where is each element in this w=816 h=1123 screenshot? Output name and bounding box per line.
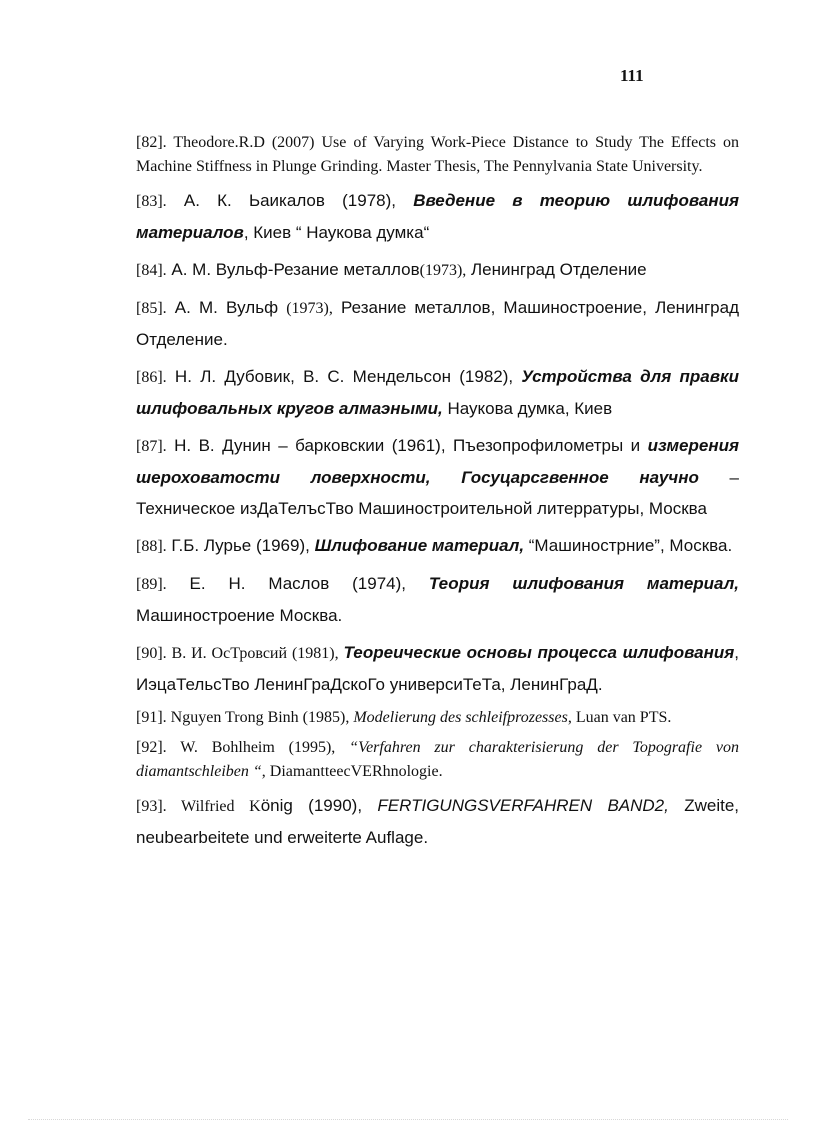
reference-title: Введение в теорию шлифования материалов xyxy=(136,191,739,242)
reference-number: [83]. xyxy=(136,193,167,210)
reference-title: Modelierung des schleifprozesses xyxy=(353,709,568,726)
reference-88: [88]. Г.Б. Лурье (1969), Шлифование материал, “Машиностpние”, Москва. xyxy=(136,536,733,555)
reference-title: Шлифование материал, xyxy=(314,536,525,555)
reference-83: [83]. А. К. Ьаикалов (1978), Введение в теорию шлифования материалов, Киев “ Наукова думка“ xyxy=(136,191,739,242)
reference-number: [89]. xyxy=(136,576,167,593)
reference-number: [91]. xyxy=(136,709,167,726)
reference-number: [88]. xyxy=(136,538,167,555)
reference-86: [86]. Н. Л. Дубовик, В. С. Мендельсон (1982), Устройства для правки шлифовальных кругов алмаэными, Наукова думка, Киев xyxy=(136,367,739,418)
reference-number: [84]. xyxy=(136,262,167,279)
reference-number: [82]. xyxy=(136,134,167,151)
reference-number: [92]. xyxy=(136,739,167,756)
reference-91: [91]. Nguyen Trong Binh (1985), Modelierung des schleifprozesses, Luan van PTS. xyxy=(136,709,672,726)
reference-title: измерения шероховатости ловерхности, Госуцарсгвенное научно xyxy=(136,436,739,487)
reference-title: Теореические основы процесса шлифования xyxy=(343,643,735,662)
reference-number: [86]. xyxy=(136,369,167,386)
reference-number: [90]. xyxy=(136,645,167,662)
reference-92: [92]. W. Bohlheim (1995), “Verfahren zur charakterisierung der Topografie von diamantschleiben “, DiamantteecVERhnologie. xyxy=(136,739,740,780)
reference-title: Устройства для правки шлифовальных кругов алмаэными, xyxy=(136,367,739,418)
reference-84: [84]. А. М. Вульф-Резание металлов(1973), Ленинград Отделение xyxy=(136,260,647,279)
reference-list xyxy=(136,131,739,859)
reference-90: [90]. В. И. ОсТровсий (1981), Теореические основы процесса шлифования, ИэцаТельсТво ЛенинГраДскоГо универсиТеТа, ЛенинГраД. xyxy=(136,643,739,694)
reference-93: [93]. Wilfried König (1990), FERTIGUNGSVERFAHREN BAND2, Zweite, neubearbeitete und erweiterte Auflage. xyxy=(136,796,740,847)
reference-85: [85]. А. М. Вульф (1973), Резание металлов, Машиностроение, Ленинград Отделение. xyxy=(136,298,739,349)
reference-title: Теория шлифования материал, xyxy=(428,574,739,593)
reference-87: [87]. Н. В. Дунин – барковскии (1961), Пъезопрофилометры и измерения шероховатости ловерхности, Госуцарсгвенное научно – Техническое изДаТелъсТво Машиностроительной литерратуры, Москва xyxy=(136,436,739,518)
bottom-dotted-divider xyxy=(28,1119,788,1120)
reference-number: [87]. xyxy=(136,438,167,455)
reference-89: [89]. Е. Н. Маслов (1974), Теория шлифования материал, Машиностроение Москва. xyxy=(136,574,739,625)
reference-82: [82]. Theodore.R.D (2007) Use of Varying Work-Piece Distance to Study The Effects on Machine Stiffness in Plunge Grinding. Master Thesis, The Pennylvania State University. xyxy=(136,134,739,175)
reference-number: [93]. xyxy=(136,798,167,815)
page-number: 111 xyxy=(620,66,644,85)
reference-title: “Verfahren zur charakterisierung der Topografie von diamantschleiben “ xyxy=(136,739,740,780)
reference-number: [85]. xyxy=(136,300,167,317)
reference-title: FERTIGUNGSVERFAHREN BAND2, xyxy=(377,796,669,815)
